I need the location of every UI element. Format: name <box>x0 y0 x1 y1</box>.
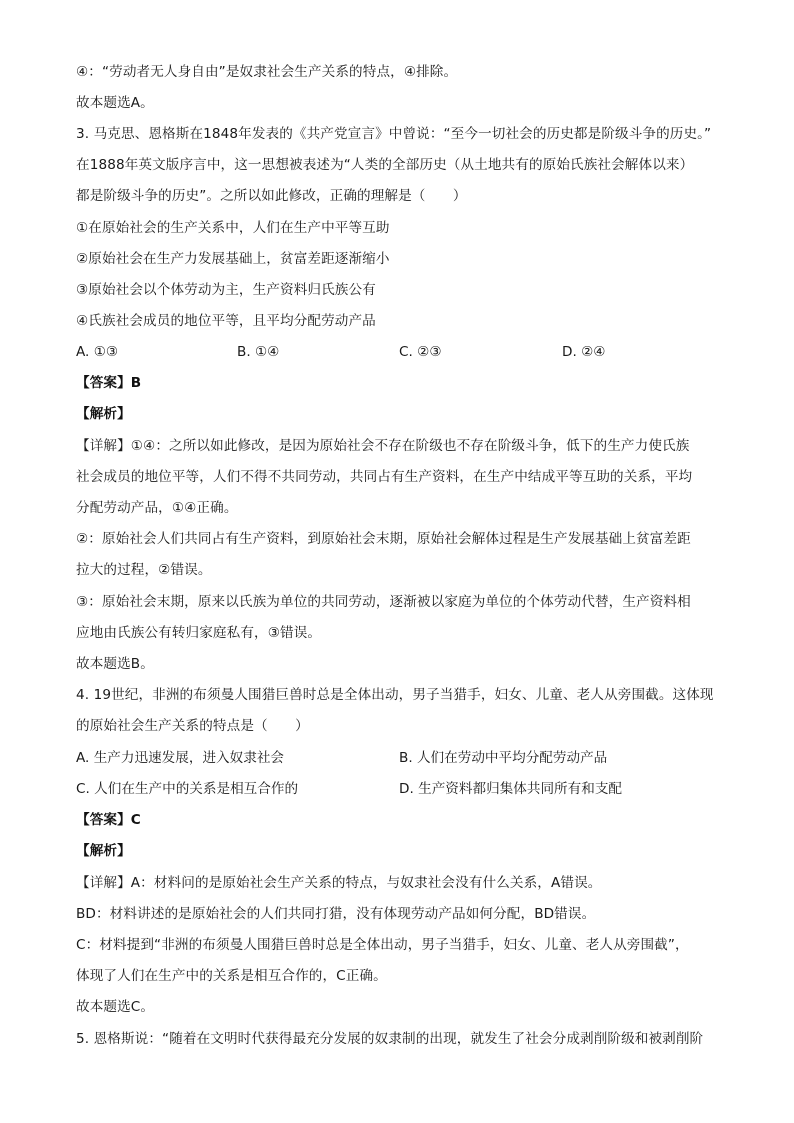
question-4-stem: 4. 19世纪，非洲的布须曼人围猎巨兽时总是全体出动，男子当猎手，妇女、儿童、老人从旁围截。这体现 <box>76 687 714 703</box>
statement-1: ①在原始社会的生产关系中，人们在生产中平等互助 <box>76 220 390 236</box>
analysis-label: 【解析】 <box>76 406 131 422</box>
text-line: BD：材料讲述的是原始社会的人们共同打猎，没有体现劳动产品如何分配，BD错误。 <box>76 906 596 922</box>
analysis-label: 【解析】 <box>76 843 131 859</box>
text-line: 故本题选A。 <box>76 95 154 111</box>
q4-option-a: A. 生产力迅速发展，进入奴隶社会 <box>76 750 285 766</box>
text-line: 分配劳动产品，①④正确。 <box>76 500 238 516</box>
detail-text: 【详解】A：材料问的是原始社会生产关系的特点，与奴隶社会没有什么关系，A错误。 <box>76 875 602 891</box>
text-line: 故本题选B。 <box>76 656 154 672</box>
text-line: C：材料提到“非洲的布须曼人围猎巨兽时总是全体出动，男子当猎手，妇女、儿童、老人从旁围截”， <box>76 937 689 953</box>
q4-option-d: D. 生产资料都归集体共同所有和支配 <box>399 781 623 797</box>
text-line: 都是阶级斗争的历史”。之所以如此修改，正确的理解是（ ） <box>76 188 467 204</box>
text-line: 社会成员的地位平等，人们不得不共同劳动，共同占有生产资料，在生产中结成平等互助的关系，平均 <box>76 469 693 485</box>
answer-label: 【答案】C <box>76 812 141 828</box>
text-line: 应地由氏族公有转归家庭私有，③错误。 <box>76 625 322 641</box>
q4-option-b: B. 人们在劳动中平均分配劳动产品 <box>399 750 608 766</box>
detail-text: 【详解】①④：之所以如此修改，是因为原始社会不存在阶级也不存在阶级斗争，低下的生产力使氏族 <box>76 438 690 454</box>
text-line: 体现了人们在生产中的关系是相互合作的，C正确。 <box>76 968 387 984</box>
q3-option-b: B. ①④ <box>237 344 280 360</box>
q3-option-d: D. ②④ <box>562 344 606 360</box>
text-line: ④：“劳动者无人身自由”是奴隶社会生产关系的特点，④排除。 <box>76 64 458 80</box>
question-3-stem: 3. 马克思、恩格斯在1848年发表的《共产党宣言》中曾说：“至今一切社会的历史都是阶级斗争的历史。” <box>76 126 712 142</box>
q4-option-c: C. 人们在生产中的关系是相互合作的 <box>76 781 299 797</box>
text-line: 的原始社会生产关系的特点是（ ） <box>76 718 309 734</box>
text-line: 故本题选C。 <box>76 999 155 1015</box>
statement-2: ②原始社会在生产力发展基础上，贫富差距逐渐缩小 <box>76 251 390 267</box>
question-5-stem: 5. 恩格斯说：“随着在文明时代获得最充分发展的奴隶制的出现，就发生了社会分成剥削阶级和被剥削阶 <box>76 1031 704 1047</box>
statement-3: ③原始社会以个体劳动为主，生产资料归氏族公有 <box>76 282 376 298</box>
answer-label: 【答案】B <box>76 375 142 391</box>
text-line: 拉大的过程，②错误。 <box>76 562 212 578</box>
text-line: ③：原始社会末期，原来以氏族为单位的共同劳动，逐渐被以家庭为单位的个体劳动代替，生产资料相 <box>76 594 691 610</box>
q3-option-a: A. ①③ <box>76 344 119 360</box>
text-line: 在1888年英文版序言中，这一思想被表述为“人类的全部历史（从土地共有的原始氏族社会解体以来） <box>76 157 694 173</box>
statement-4: ④氏族社会成员的地位平等，且平均分配劳动产品 <box>76 313 376 329</box>
text-line: ②：原始社会人们共同占有生产资料，到原始社会末期，原始社会解体过程是生产发展基础上贫富差距 <box>76 531 691 547</box>
q3-option-c: C. ②③ <box>399 344 442 360</box>
